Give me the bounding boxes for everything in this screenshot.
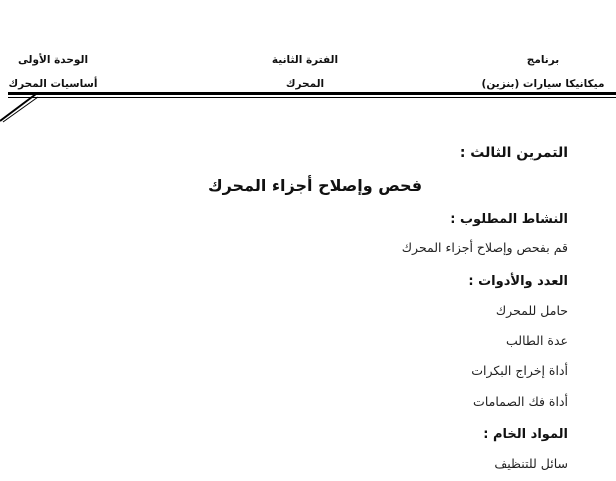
program-label: برنامج	[526, 54, 560, 66]
period-subject: المحرك	[285, 78, 325, 90]
header-unit	[8, 48, 98, 96]
period-label: الفترة الثانية	[271, 54, 339, 66]
tool-item: حامل للمحرك	[495, 303, 568, 318]
tool-item: أداة إخراج البكرات	[471, 363, 568, 378]
header-period	[240, 48, 370, 96]
header-corner-line	[0, 93, 40, 123]
header-rule-thin	[8, 97, 616, 98]
activity-text: قم بفحص وإصلاح أجزاء المحرك	[401, 240, 568, 255]
header-program	[478, 48, 608, 96]
exercise-label: التمرين الثالث :	[459, 145, 568, 161]
tool-item: أداة فك الصمامات	[473, 394, 568, 409]
program-name: ميكانيكا سيارات (بنزين)	[481, 78, 605, 90]
exercise-title: فحص وإصلاح أجزاء المحرك	[207, 176, 423, 195]
unit-name: أساسيات المحرك	[8, 78, 98, 90]
material-item: سائل للتنظيف	[494, 456, 568, 471]
materials-heading: المواد الخام :	[483, 427, 568, 442]
unit-label: الوحدة الأولى	[17, 54, 89, 66]
header-rule-thick	[8, 92, 616, 95]
tool-item: عدة الطالب	[506, 333, 568, 348]
activity-heading: النشاط المطلوب :	[450, 212, 568, 227]
tools-heading: العدد والأدوات :	[468, 274, 568, 289]
